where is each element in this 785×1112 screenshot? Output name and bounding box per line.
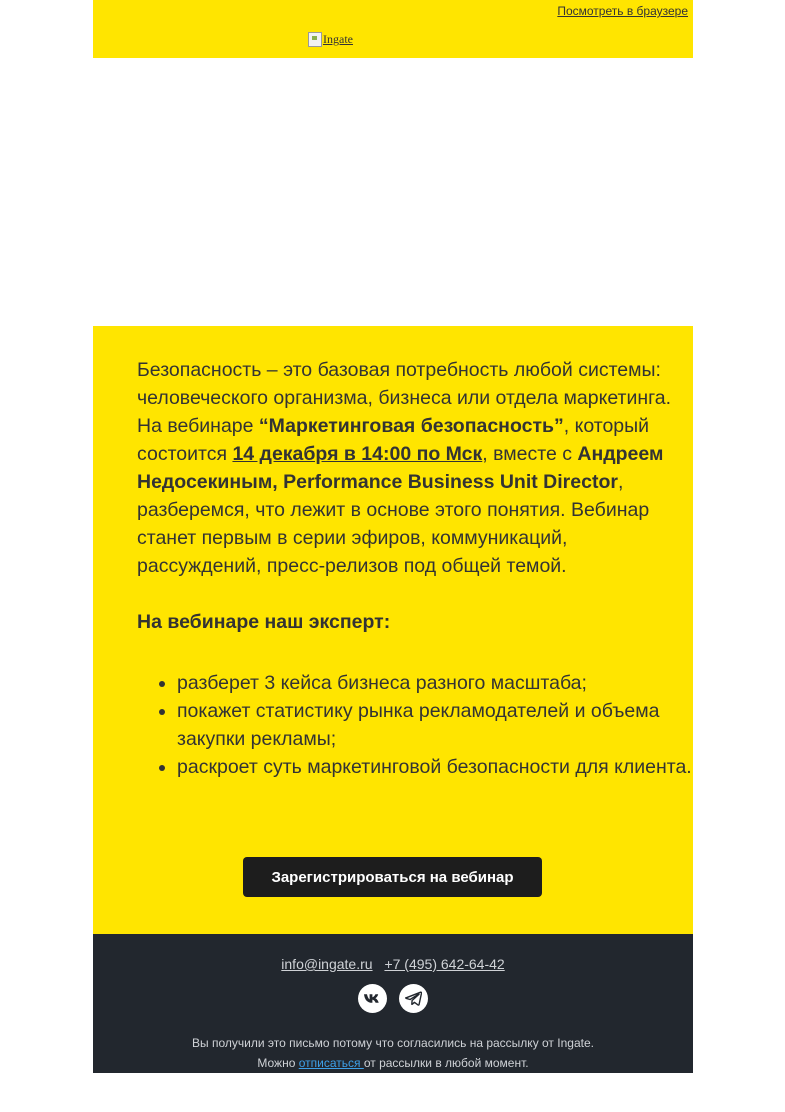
email-container [93,0,693,1073]
vk-glyph [363,993,382,1005]
speaker-name: Андреем Недосекиным, Performance Business Unit Director [137,443,664,493]
intro-text: , вместе с [482,443,578,465]
webinar-title: “Маркетинговая безопасность” [258,415,564,437]
expert-heading: На вебинаре наш эксперт: [137,611,391,633]
intro-paragraph [137,356,682,580]
view-in-browser-link[interactable]: Посмотреть в браузере [557,4,688,18]
contacts [93,956,693,972]
note-suffix: от рассылки в любой момент. [363,1056,529,1070]
note-prefix: Можно [257,1056,299,1070]
intro-text: , разберемся, что лежит в основе этого понятия. Вебинар станет первым в серии эфиров, коммуникаций, рассуждений, пресс-релизов под общей темой. [137,471,650,577]
subscription-note [93,1033,693,1073]
telegram-icon[interactable] [399,984,428,1013]
agenda-list [137,669,722,781]
email-body [93,326,693,934]
phone-link[interactable]: +7 (495) 642-64-42 [384,956,505,972]
telegram-glyph [405,991,422,1006]
list-item: • покажет статистику рынка рекламодателей и объема закупки рекламы; [177,697,722,753]
logo-alt-text: Ingate [323,32,353,46]
register-button[interactable]: Зарегистрироваться на вебинар [243,857,542,897]
email-link[interactable]: info@ingate.ru [281,956,373,972]
list-item: • разберет 3 кейса бизнеса разного масштаба; [177,669,722,697]
vk-icon[interactable] [358,984,387,1013]
email-footer [93,934,693,1073]
email-header [93,0,693,58]
intro-text: , который состоится [137,415,650,465]
unsubscribe-link[interactable]: отписаться [298,1056,364,1070]
list-item: • раскроет суть маркетинговой безопасности для клиента. [177,753,722,781]
note-line-1: Вы получили это письмо потому что согласились на рассылку от Ingate. [192,1036,594,1050]
webinar-date: 14 декабря в 14:00 по Мск [232,443,483,465]
intro-text: Безопасность – это базовая потребность любой системы: человеческого организма, бизнеса или отдела маркетинга. На вебинаре [137,359,672,437]
hero-image-area [93,58,693,326]
broken-image-icon [308,32,322,47]
note-line-2 [93,1053,693,1073]
ingate-logo[interactable] [308,32,353,47]
social-links [93,984,693,1013]
